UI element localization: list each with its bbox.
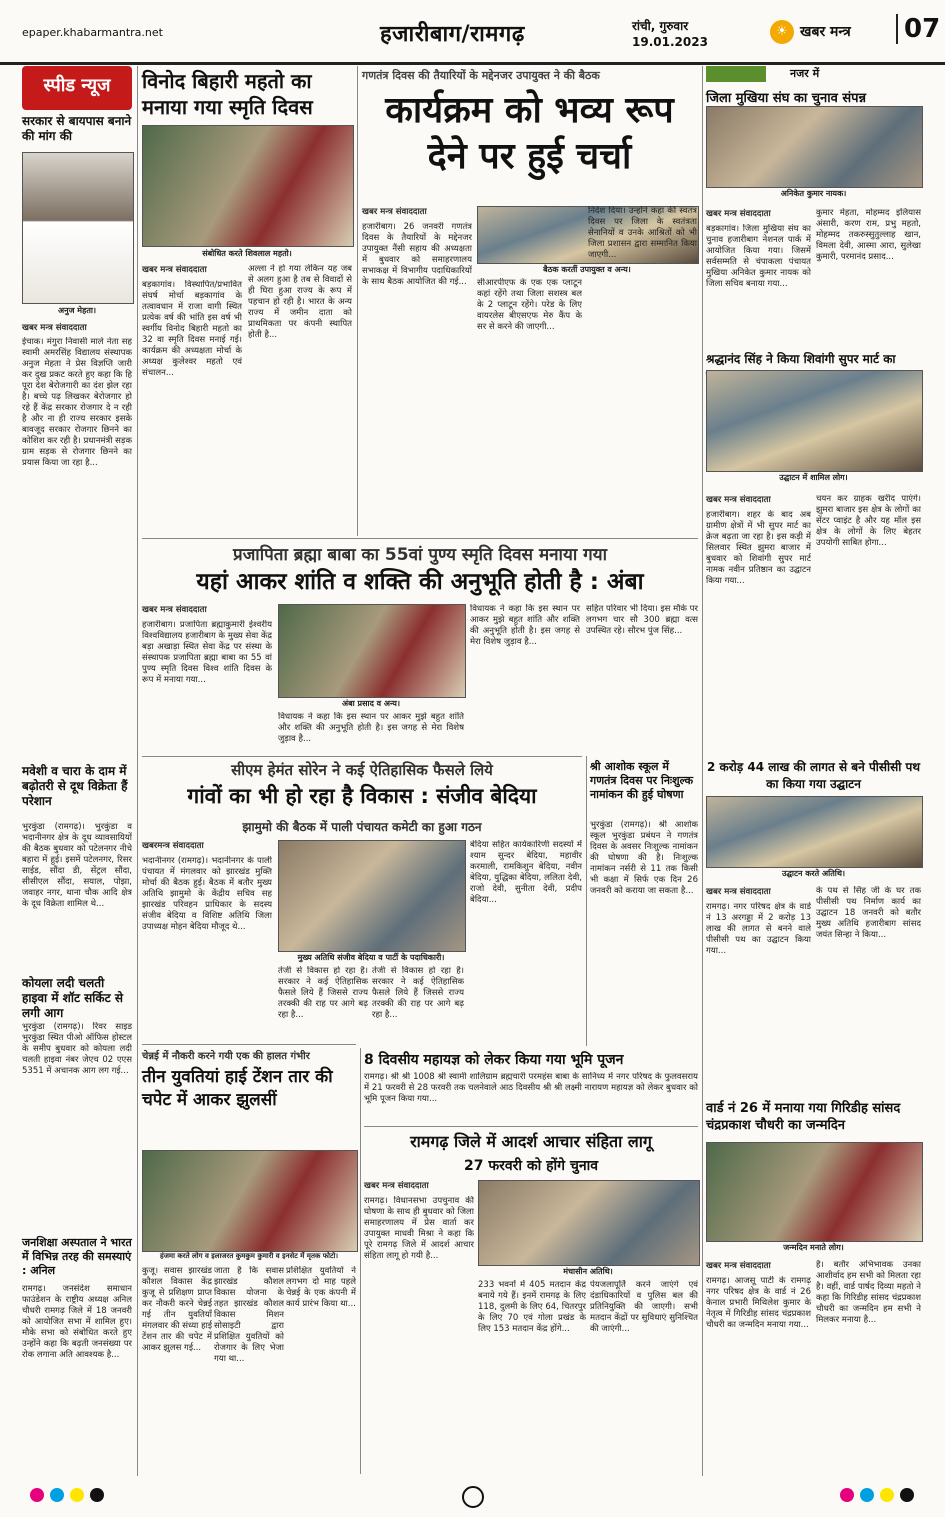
band-article-col-c: विधायक ने कहा कि इस स्थान पर आकर मुझे बहुत शांति और शक्ति की अनुभूति होती है। इस जगह से मेरा विशेष जुड़ाव है... bbox=[470, 604, 580, 647]
column-divider bbox=[702, 66, 703, 1476]
cm-headline: गांवों का भी हो रहा है विकास : संजीव बेदिया bbox=[187, 784, 537, 808]
right-photo-1-caption: अनिकेत कुमार नायक। bbox=[780, 189, 847, 198]
election-article-col-c: पेयजलापूर्ति करने जाएंगे एवं दंडाधिकारियों व पुलिस बल की प्रतिनियुक्ति की जाएगी। सभी मतदान केंद्रों पर सुविधाएं सुनिश्चित की जाएंगी... bbox=[590, 1280, 698, 1334]
city-day: रांची, गुरुवार bbox=[632, 19, 689, 33]
election-article-col-b: 233 भवनों में 405 मतदान केंद्र बनाये गये हैं। इनमें रामगढ़ के लिए 118, दुलमी के लिए 64, चितरपुर के लिए 70 एवं गोला प्रखंड के लिए 153 मतदान केंद्र होंगे... bbox=[478, 1280, 586, 1334]
election-photo bbox=[478, 1180, 700, 1266]
right-headline-1: जिला मुखिया संघ का चुनाव संपन्न bbox=[706, 91, 866, 106]
col1-headline-4: जनशिक्षा अस्पताल ने भारत में विभिन्न तरह की समस्याएं : अनिल bbox=[22, 1236, 132, 1277]
pcc-photo bbox=[706, 796, 923, 868]
black-dot-icon bbox=[900, 1488, 914, 1502]
cyan-dot-icon bbox=[50, 1488, 64, 1502]
lead-headline: कार्यक्रम को भव्य रूप देने पर हुई चर्चा bbox=[385, 90, 674, 177]
nazar-kicker: नजर में bbox=[790, 67, 820, 80]
vinod-byline: खबर मन्त्र संवाददाता bbox=[142, 265, 207, 275]
column-divider bbox=[360, 1048, 361, 1474]
section-rule bbox=[142, 538, 698, 539]
band-article-col-a: हजारीबाग। प्रजापिता ब्रह्माकुमारी ईश्वरीय विश्वविद्यालय हजारीबाग के मुख्य सेवा केंद्र बड़ा अखाड़ा स्थित सेवा केंद्र पर संस्था के संस्थापक प्रजापिता ब्रह्मा बाबा का 55 वां पुण्य स्मृति दिवस विश्व शांति दिवस के रूप में मनाया गया... bbox=[142, 620, 272, 685]
magenta-dot-icon bbox=[840, 1488, 854, 1502]
pcc-photo-caption: उद्घाटन करते अतिथि। bbox=[782, 869, 845, 878]
col1-article-1: ईचाक। मंगुरा निवासी माले नेता सह स्वामी अमरसिंह विद्यालय संस्थापक अनुज मेहता ने प्रेस विज्ञप्ति जारी कर दुख प्रकट करते हुए कहा कि हि पूरा देश बेरोजगारी का दंश झेल रहा है। बच्चे पढ़ लिखकर बेरोजगार हो रहे हैं केंद्र सरकार रोजगार दे न रही है और ना ही राज्य सरकार इसके बावजूद सरकार रोजगार छिनने का कोशिश कर रही है। प्रधानमंत्री सड़क ग्राम सड़क से रोजगार छिनने का प्रयास किया जा रहा है... bbox=[22, 337, 132, 468]
col1-headline-3: कोयला लदी चलती हाइवा में शॉट सर्किट से लगी आग bbox=[22, 976, 123, 1020]
lead-byline: खबर मन्त्र संवाददाता bbox=[362, 207, 427, 217]
vinod-headline: विनोद बिहारी महतो का मनाया गया स्मृति दिवस bbox=[142, 69, 313, 119]
election-photo-caption: मंचासीन अतिथि। bbox=[563, 1267, 613, 1276]
masthead bbox=[0, 0, 945, 65]
cyan-dot-icon bbox=[860, 1488, 874, 1502]
section-rule bbox=[142, 1044, 356, 1045]
speed-news-label: स्पीड न्यूज bbox=[43, 75, 111, 96]
chennai-article-col-c: प्रशिक्षित युवतियों ने लगभग दो माह पहले चेन्नई के एक कंपनी में कार्य प्रारंभ किया था... bbox=[286, 1266, 356, 1309]
yellow-dot-icon bbox=[70, 1488, 84, 1502]
ward-photo-caption: जन्मदिन मनाते लोग। bbox=[783, 1243, 844, 1252]
pcc-article-col-a: रामगढ़। नगर परिषद क्षेत्र के वार्ड नं 13 अरगड्डा में 2 करोड़ 13 लाख की लागत से बनने वाले पीसीसी पथ का उद्घाटन किया गया... bbox=[706, 902, 811, 956]
section-rule bbox=[364, 1126, 698, 1127]
election-byline: खबर मन्त्र संवाददाता bbox=[364, 1181, 429, 1191]
ward-byline: खबर मन्त्र संवाददाता bbox=[706, 1261, 771, 1271]
chennai-headline: तीन युवतियां हाई टेंशन तार की चपेट में आकर झुलसीं bbox=[142, 1067, 333, 1110]
band-article-col-d: सहित परिवार भी दिया। इस मौके पर लगभग चार सौ 300 ब्रह्मा वत्स उपस्थित रहे। सौरभ पुंज सिंह... bbox=[586, 604, 698, 636]
band-photo-caption: अंबा प्रसाद व अन्य। bbox=[342, 699, 400, 708]
site-url[interactable]: epaper.khabarmantra.net bbox=[22, 26, 163, 39]
lead-article-col-c: निर्देश दिया। उन्होंने कहा की स्वतंत्र दिवस पर जिला के स्वतंत्रता सेनानियों व उनके आश्रितों को भी जिला प्रशासन द्वारा सम्मानित किया जाएगी... bbox=[588, 206, 697, 260]
cm-article-col-a: भदानीनगर (रामगढ़)। भदानीनगर के पाली पंचायत में मंगलवार को झारखंड मुक्ति मोर्चा की बैठक हुई। बैठक में बतौर मुख्य अतिथि झामुमो के केंद्रीय सचिव सह झारखंड परिवहन प्राधिकार के सदस्य संजीव बेदिया व विशिष्ट अतिथि जिला उपाध्यक्ष मोहन बेदिया मौजूद थे... bbox=[142, 856, 272, 932]
col1-headline-1: सरकार से बायपास बनाने की मांग की bbox=[22, 114, 132, 143]
ward-article-col-b: है। बतौर अभिभावक उनका आशीर्वाद हम सभी को मिलता रहा है। वहीं, वार्ड पार्षद दिव्या महतो ने कहा कि गिरिडीह सांसद चंद्रप्रकाश चौधरी का जन्मदिन हम सभी ने मिलकर मनाया है... bbox=[816, 1260, 921, 1325]
col1-article-3: भुरकुंडा (रामगढ़)। रिवर साइड भुरकुंडा स्थित पीओ ऑफिस होस्टल के समीप बुधवार को कोयला लदी चलती हाइवा नंबर जेएच 02 एएस 5351 में अचानक आग लग गई... bbox=[22, 1022, 132, 1076]
brand-name: खबर मन्त्र bbox=[800, 24, 851, 40]
band-article-col-b: विधायक ने कहा कि इस स्थान पर आकर मुझे बहुत शांति और शक्ति की अनुभूति होती है। इस जगह से मेरा विशेष जुड़ाव है... bbox=[278, 712, 464, 744]
column-divider bbox=[357, 66, 358, 536]
lead-article-col-b: सीआरपीएफ के एक एक प्लाटून कहां रहेंगे तथा जिला सशस्त्र बल के 2 प्लाटून रहेंगे। परेड के लिए वायरलेस बीएसएफ मेरु कैंप के सर से करने की जाएगी... bbox=[477, 278, 582, 332]
dateline bbox=[632, 18, 708, 50]
pcc-byline: खबर मन्त्र संवाददाता bbox=[706, 887, 771, 897]
right-article-1-col-b: कुमार मेहता, मोहम्मद इलियास अंसारी, करण राम, प्रभु महतो, मोहम्मद तकरुस्सुतुल्लाह खान, विमला देवी, आस्मा आरा, सुलेखा कुमारी, परमानंद प्रसाद... bbox=[816, 208, 921, 262]
registration-mark-icon bbox=[462, 1486, 484, 1508]
ward-photo bbox=[706, 1142, 923, 1242]
cm-kicker: सीएम हेमंत सोरेन ने कई ऐतिहासिक फैसले लिये bbox=[231, 761, 493, 779]
col1-article-2: भुरकुंडा (रामगढ़)। भुरकुंडा व भदानीनगर क्षेत्र के दूध व्यावसायियों की बैठक बुधवार को पटेलनगर नीचे बहारा में हुई। इसमें पटेलनगर, रिसर साईड, सौंदा डी, सेंट्रल सौंदा, सीसीएल सौंदा, सयाल, पोझा, जवाहर नगर, थाना चौक आदि क्षेत्र के दूध विक्रेता शामिल थे... bbox=[22, 822, 132, 909]
school-headline: श्री आशोक स्कूल में गणतंत्र दिवस पर निःशुल्क नामांकन की हुई घोषणा bbox=[590, 760, 694, 801]
portrait-caption: अनुज मेहता। bbox=[58, 306, 96, 315]
cm-subheadline: झामुमो की बैठक में पाली पंचायत कमेटी का हुआ गठन bbox=[242, 820, 482, 834]
chennai-kicker: चेन्नई में नौकरी करने गयी एक की हालत गंभीर bbox=[142, 1051, 310, 1062]
right-article-2-col-a: हजारीबाग। शहर के बाद अब ग्रामीण क्षेत्रों में भी सुपर मार्ट का क्रेज बढ़ता जा रहा है। इस कड़ी में सिलवार स्थित झुमरा बाजार में बुधवार को शिवांगी सुपर मार्ट नामक नवीन प्रतिष्ठान का उद्घाटन किया गया... bbox=[706, 510, 811, 586]
election-headline: 27 फरवरी को होंगे चुनाव bbox=[463, 1158, 599, 1174]
issue-date: 19.01.2023 bbox=[632, 35, 708, 49]
band-byline: खबर मन्त्र संवाददाता bbox=[142, 605, 207, 615]
vinod-photo bbox=[142, 125, 354, 247]
column-divider bbox=[586, 756, 587, 1046]
col1-headline-2: मवेशी व चारा के दाम में बढ़ोतरी से दूध विक्रेता हैं परेशान bbox=[22, 764, 128, 808]
pcc-headline: 2 करोड़ 44 लाख की लागत से बने पीसीसी पथ का किया गया उद्घाटन bbox=[707, 760, 920, 791]
band-kicker: प्रजापिता ब्रह्मा बाबा का 55वां पुण्य स्मृति दिवस मनाया गया bbox=[233, 545, 607, 565]
portrait-photo bbox=[22, 152, 134, 304]
section-rule bbox=[142, 756, 582, 757]
speed-news-badge bbox=[22, 66, 132, 110]
lead-photo-caption: बैठक करतीं उपायुक्त व अन्य। bbox=[543, 265, 631, 274]
column-divider bbox=[137, 66, 138, 1476]
page-number: 07 bbox=[896, 14, 940, 44]
cm-byline: खबरमन्त्र संवाददाता bbox=[142, 841, 204, 851]
vinod-article-col-a: बड़कागांव। विस्थापित/प्रभावित संघर्ष मोर्चा बड़कागांव के तत्वावधान में राजा वागी स्थित प्रत्येक वर्ष की भांति इस वर्ष भी स्वर्गीय विनोद बिहारी महतो का 32 वा स्मृति दिवस मनाई गई। कार्यक्रम की अध्यक्षता मोर्चा के अध्यक्ष कुलेश्वर महतो एवं संचालन... bbox=[142, 280, 242, 378]
lead-kicker: गणतंत्र दिवस की तैयारियों के मद्देनजर उपायुक्त ने की बैठक bbox=[362, 69, 600, 82]
chennai-article-col-a: कुजू। सवास झारखंड कौशल विकास केंद्र कुजू से प्रशिक्षण प्राप्त कर नौकरी करने चेन्नई गई तीन युवतियाँ मंगलवार की संध्या हाई टेंशन तार की चपेट में आकर झुलस गई... bbox=[142, 1266, 212, 1353]
section-title: हजारीबाग/रामगढ़ bbox=[380, 22, 525, 47]
ward-article-col-a: रामगढ़। आजसू पार्टी के रामगढ़ नगर परिषद क्षेत्र के वार्ड नं 26 केनाल प्रभारी मिथिलेश कुमार के नेतृत्व में गिरिडीह सांसद चंद्रप्रकाश चौधरी का जन्मदिन मनाया गया... bbox=[706, 1276, 811, 1330]
chennai-photo-caption: हंजमा करते लोग व इलाजरत कुमकुम कुमारी व इनसेट में मृतक फोटो। bbox=[160, 1252, 338, 1260]
mahayagya-article: रामगढ़। श्री श्री 1008 श्री स्वामी शालिग्राम ब्रह्मचारी परमहंस बाबा के सानिध्य में नगर परिषद के फुलवसराय में 21 फरवरी से 28 फरवरी तक चलनेवाले आठ दिवसीय श्री श्री लक्ष्मी नारायण महायज्ञ को लेकर बुधवार को भूमि पूजन किया गया... bbox=[364, 1072, 698, 1104]
col1-byline: खबर मन्त्र संवाददाता bbox=[22, 323, 87, 333]
vinod-photo-caption: संबोधित करते शिवलाल महतो। bbox=[202, 249, 292, 258]
cm-article-col-b: तेजी से विकास हो रहा है। सरकार ने कई ऐतिहासिक फैसले लिये हैं जिससे राज्य तरक्की की राह पर आगे बढ़ रहा है... bbox=[278, 966, 368, 1020]
cm-article-col-d: बेदिया सहित कार्यकारिणी सदस्यों में श्याम सुन्दर बेदिया, महावीर करमाली, रामकिशुन बेदिया, नवीन बेदिया, युद्धिका बेदिया, ललिता देवी, राजो देवी, सुनीता देवी, प्रदीप बेदिया... bbox=[470, 840, 582, 905]
right-photo-1 bbox=[706, 106, 923, 188]
right-article-1-col-a: बड़कागांव। जिला मुखिया संघ का चुनाव हजारीबाग नेशनल पार्क में आयोजित किया गया। जिसमें सर्वसम्मति से चंपाकला पंचायत मुखिया अनिकेत कुमार नायक को जिला सचिव बनाया गया... bbox=[706, 224, 811, 289]
chennai-article-col-b: जाता है कि सवास झारखंड कौशल विकास योजना के तहत झारखंड कौशल विकास मिशन सोसाइटी द्वारा प्रशिक्षित युवतियों को रोजगार के लिए भेजा गया था... bbox=[214, 1266, 284, 1364]
lead-article-col-a: हजारीबाग। 26 जनवरी गणतंत्र दिवस के तैयारियों के मद्देनजर उपायुक्त नैंसी सहाय की अध्यक्षता में बुधवार को समाहरणालय सभाकक्ष में विभागीय पदाधिकारियों के साथ बैठक आयोजित की गई... bbox=[362, 222, 472, 287]
school-article: भुरकुंडा (रामगढ़)। श्री आशोक स्कूल भुरकुंडा प्रबंधन ने गणतंत्र दिवस के अवसर निःशुल्क नामांकन की घोषणा की है। निःशुल्क नामांकन नर्सरी से 11 तक किसी भी कक्षा में सिर्फ एक दिन 26 जनवरी को कराया जा सकता है... bbox=[590, 820, 698, 896]
sun-logo-icon: ☀ bbox=[770, 20, 794, 44]
mahayagya-headline: 8 दिवसीय महायज्ञ को लेकर किया गया भूमि पूजन bbox=[364, 1052, 624, 1068]
black-dot-icon bbox=[90, 1488, 104, 1502]
band-photo bbox=[278, 604, 466, 698]
ward-headline: वार्ड नं 26 में मनाया गया गिरिडीह सांसद चंद्रप्रकाश चौधरी का जन्मदिन bbox=[706, 1101, 901, 1133]
band-headline: यहां आकर शांति व शक्ति की अनुभूति होती है : अंबा bbox=[196, 569, 644, 595]
right-photo-2 bbox=[706, 370, 923, 472]
magenta-dot-icon bbox=[30, 1488, 44, 1502]
print-registration-strip bbox=[0, 1480, 945, 1517]
col1-article-4: रामगढ़। जनसंदेश समाधान फाउंडेशन के राष्ट्रीय अध्यक्ष अनिल चौधरी रामगढ़ जिले में 18 जनवरी को आयोजित सभा में शामिल हुए। मौके सभा को संबोधित करते हुए उन्होंने कहा कि बढ़ती जनसंख्या पर रोक लगाना अति आवश्यक है... bbox=[22, 1284, 132, 1360]
yellow-dot-icon bbox=[880, 1488, 894, 1502]
right-photo-2-caption: उद्घाटन में शामिल लोग। bbox=[779, 473, 848, 482]
right-headline-2: श्रद्धानंद सिंह ने किया शिवांगी सुपर मार्ट का bbox=[706, 352, 896, 366]
right-byline-2: खबर मन्त्र संवाददाता bbox=[706, 495, 771, 505]
pcc-article-col-b: के पथ से सिंह जी के घर तक पीसीसी पथ निर्माण कार्य का उद्घाटन 18 जनवरी को बतौर मुख्य अतिथि हजारीबाग सांसद जयंत सिन्हा ने किया... bbox=[816, 886, 921, 940]
brand-logo bbox=[770, 18, 890, 46]
cm-article-col-c: तेजी से विकास हो रहा है। सरकार ने कई ऐतिहासिक फैसले लिये हैं जिससे राज्य तरक्की की राह पर आगे बढ़ रहा है... bbox=[372, 966, 464, 1020]
right-article-2-col-b: चयन कर ग्राहक खरीद पाएंगे। झुमरा बाजार इस क्षेत्र के लोगों का सेंटर प्वाइंट है और यह मॉल इस क्षेत्र के लोगों के लिए बेहतर उपयोगी साबित होगा... bbox=[816, 494, 921, 548]
election-article-col-a: रामगढ़। विधानसभा उपचुनाव की घोषणा के साथ ही बुधवार को जिला समाहरणालय में प्रेस वार्ता कर उपायुक्त माधवी मिश्रा ने कहा कि पूरे रामगढ़ जिले में आदर्श आचार संहिता लागू हो गयी है... bbox=[364, 1196, 474, 1261]
right-byline-1: खबर मन्त्र संवाददाता bbox=[706, 209, 771, 219]
chennai-photo bbox=[142, 1150, 358, 1252]
cm-photo bbox=[278, 840, 466, 952]
nazar-badge bbox=[706, 66, 766, 82]
vinod-article-col-b: अल्ला ने हो गया लेकिन यह जब से अलग हुआ है तब से विवादों से ही घिरा हुआ राज्य के रूप में पहचान हो रही है। भारत के अन्य राज्य में जमीन दाता को प्राथमिकता पर कंपनी स्थापित होती है... bbox=[248, 264, 352, 340]
cm-photo-caption: मुख्य अतिथि संजीव बेदिया व पार्टी के पदाधिकारी। bbox=[297, 953, 445, 962]
election-kicker: रामगढ़ जिले में आदर्श आचार संहिता लागू bbox=[410, 1132, 652, 1151]
